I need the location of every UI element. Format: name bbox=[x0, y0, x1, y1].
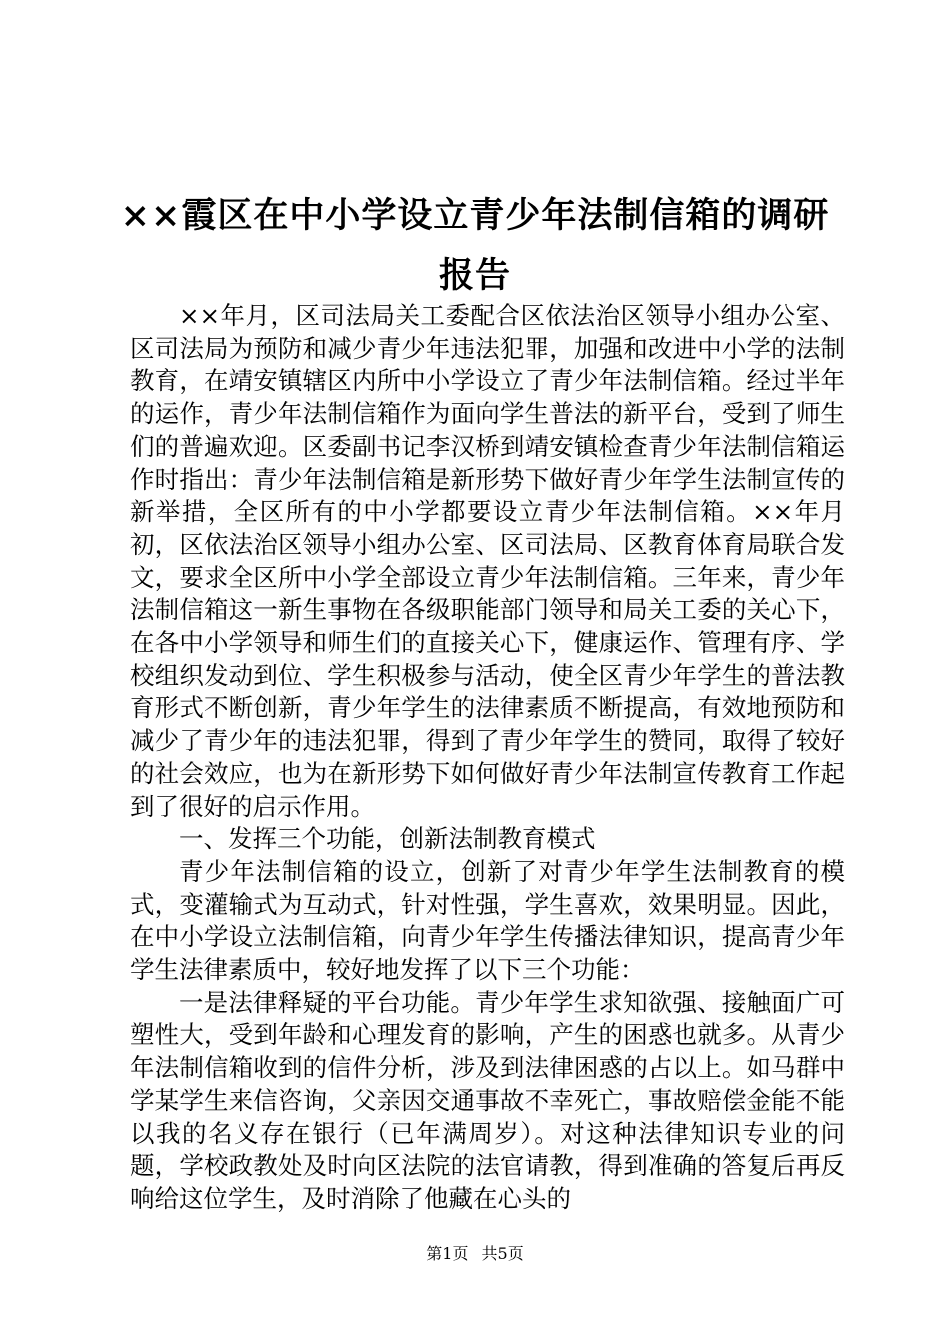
page-number: 第1页 bbox=[426, 1244, 469, 1263]
paragraph-function-one: 一是法律释疑的平台功能。青少年学生求知欲强、接触面广可塑性大，受到年龄和心理发育的影响，产生的困惑也就多。从青少年法制信箱收到的信件分析，涉及到法律困惑的占以上。如马群中学某学生来信咨询，父亲因交通事故不幸死亡，事故赔偿金能不能以我的名义存在银行（已年满周岁）。对这种法律知识专业的问题，学校政教处及时向区法院的法官请教，得到准确的答复后再反响给这位学生，及时消除了他藏在心头的 bbox=[130, 987, 845, 1213]
page-footer bbox=[0, 1244, 950, 1264]
paragraph-section-intro: 青少年法制信箱的设立，创新了对青少年学生法制教育的模式，变灌输式为互动式，针对性强，学生喜欢，效果明显。因此，在中小学设立法制信箱，向青少年学生传播法律知识，提高青少年学生法律素质中，较好地发挥了以下三个功能： bbox=[130, 856, 845, 985]
document-body bbox=[130, 300, 845, 1216]
document-title: ××霞区在中小学设立青少年法制信箱的调研报告 bbox=[120, 195, 830, 296]
page-total: 共5页 bbox=[481, 1244, 524, 1263]
paragraph-intro: ××年月，区司法局关工委配合区依法治区领导小组办公室、区司法局为预防和减少青少年违法犯罪，加强和改进中小学的法制教育，在靖安镇辖区内所中小学设立了青少年法制信箱。经过半年的运作，青少年法制信箱作为面向学生普法的新平台，受到了师生们的普遍欢迎。区委副书记李汉桥到靖安镇检查青少年法制信箱运作时指出：青少年法制信箱是新形势下做好青少年学生法制宣传的新举措，全区所有的中小学都要设立青少年法制信箱。××年月初，区依法治区领导小组办公室、区司法局、区教育体育局联合发文，要求全区所中小学全部设立青少年法制信箱。三年来，青少年法制信箱这一新生事物在各级职能部门领导和局关工委的关心下，在各中小学领导和师生们的直接关心下，健康运作、管理有序、学校组织发动到位、学生积极参与活动，使全区青少年学生的普法教育形式不断创新，青少年学生的法律素质不断提高，有效地预防和减少了青少年的违法犯罪，得到了青少年学生的赞同，取得了较好的社会效应，也为在新形势下如何做好青少年法制宣传教育工作起到了很好的启示作用。 bbox=[130, 301, 845, 821]
section-heading: 一、发挥三个功能，创新法制教育模式 bbox=[179, 824, 596, 854]
